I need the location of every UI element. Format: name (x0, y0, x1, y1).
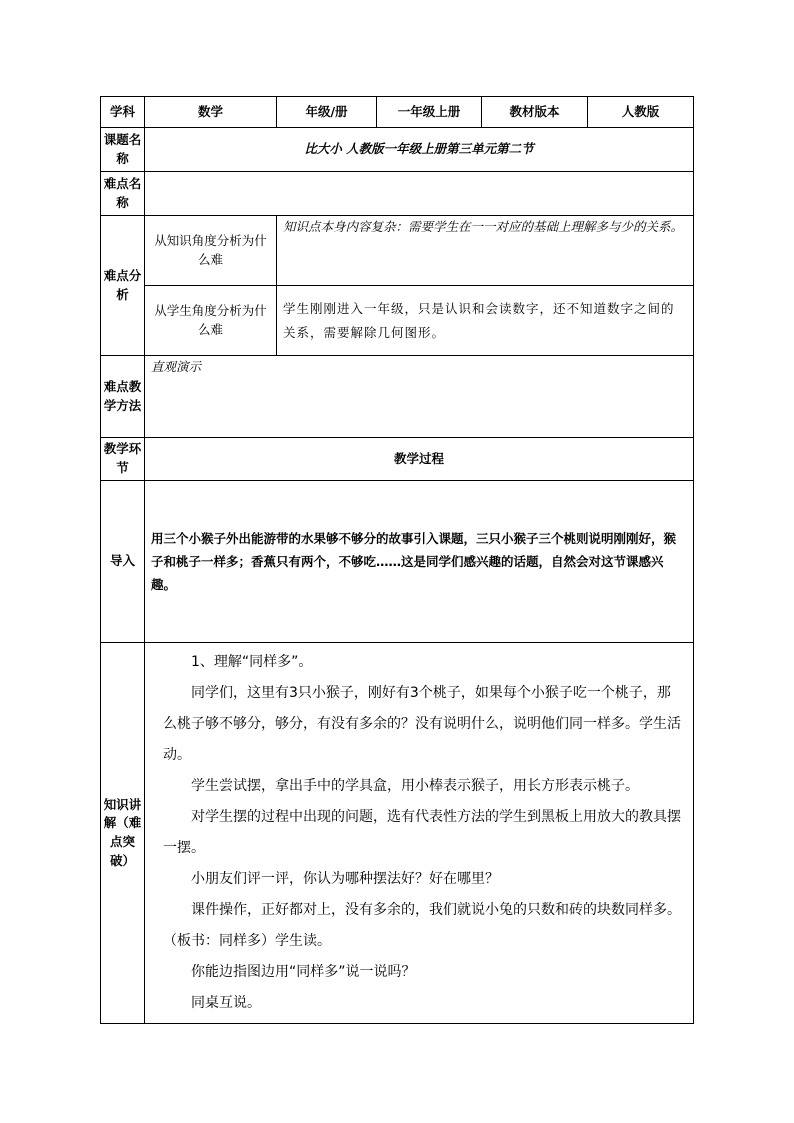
knowledge-paragraph: 对学生摆的过程中出现的问题，选有代表性方法的学生到黑板上用放大的教具摆一摆。 (163, 809, 681, 856)
method-row (101, 356, 694, 438)
edition-value: 人教版 (588, 97, 694, 128)
method-value: 直观演示 (145, 356, 694, 438)
lesson-row (101, 128, 694, 172)
analysis-label: 难点分析 (101, 216, 145, 356)
lesson-label: 课题名称 (101, 128, 145, 172)
analysis-knowledge-row (101, 216, 694, 286)
intro-label: 导入 (101, 481, 145, 643)
lesson-title: 比大小 人教版一年级上册第三单元第二节 (145, 128, 694, 172)
lesson-plan-table (100, 96, 694, 1024)
knowledge-label: 知识讲解（难点突破） (101, 643, 145, 1024)
subject-value: 数学 (145, 97, 277, 128)
knowledge-paragraph: 小朋友们评一评，你认为哪种摆法好？好在哪里？ (191, 871, 499, 887)
edition-label: 教材版本 (482, 97, 588, 128)
intro-text: 用三个小猴子外出能游带的水果够不够分的故事引入课题，三只小猴子三个桃则说明刚刚好，猴子和桃子一样多；香蕉只有两个，不够吃……这是同学们感兴趣的话题，自然会对这节课感兴趣。 (145, 481, 694, 643)
knowledge-paragraph: 同桌互说。 (191, 995, 261, 1011)
process-row (101, 438, 694, 481)
process-label: 教学环节 (101, 438, 145, 481)
grade-label: 年级/册 (277, 97, 377, 128)
knowledge-angle-text: 知识点本身内容复杂：需要学生在一一对应的基础上理解多与少的关系。 (277, 216, 694, 286)
subject-label: 学科 (101, 97, 145, 128)
knowledge-paragraph: 你能边指图边用“同样多”说一说吗？ (191, 964, 416, 980)
knowledge-paragraph: 课件操作，正好都对上，没有多余的，我们就说小兔的只数和砖的块数同样多。（板书：同样多）学生读。 (163, 902, 681, 949)
analysis-student-row (101, 286, 694, 356)
difficulty-label: 难点名称 (101, 172, 145, 216)
knowledge-paragraph: 学生尝试摆，拿出手中的学具盒，用小棒表示猴子，用长方形表示桃子。 (191, 778, 639, 794)
process-value: 教学过程 (145, 438, 694, 481)
student-angle-text: 学生刚刚进入一年级，只是认识和会读数字，还不知道数字之间的关系，需要解除几何图形。 (277, 286, 694, 356)
header-row (101, 97, 694, 128)
knowledge-paragraph: 1、理解“同样多”。 (191, 654, 313, 670)
student-angle-label: 从学生角度分析为什么难 (145, 286, 277, 356)
difficulty-row (101, 172, 694, 216)
difficulty-value (145, 172, 694, 216)
knowledge-paragraph: 同学们，这里有3只小猴子，刚好有3个桃子，如果每个小猴子吃一个桃子，那么桃子够不够分，够分，有没有多余的？没有说明什么，说明他们同一样多。学生活动。 (163, 685, 681, 763)
knowledge-body (145, 643, 694, 1024)
grade-value: 一年级上册 (377, 97, 482, 128)
method-label: 难点教学方法 (101, 356, 145, 438)
knowledge-angle-label: 从知识角度分析为什么难 (145, 216, 277, 286)
knowledge-row (101, 643, 694, 1024)
intro-row (101, 481, 694, 643)
